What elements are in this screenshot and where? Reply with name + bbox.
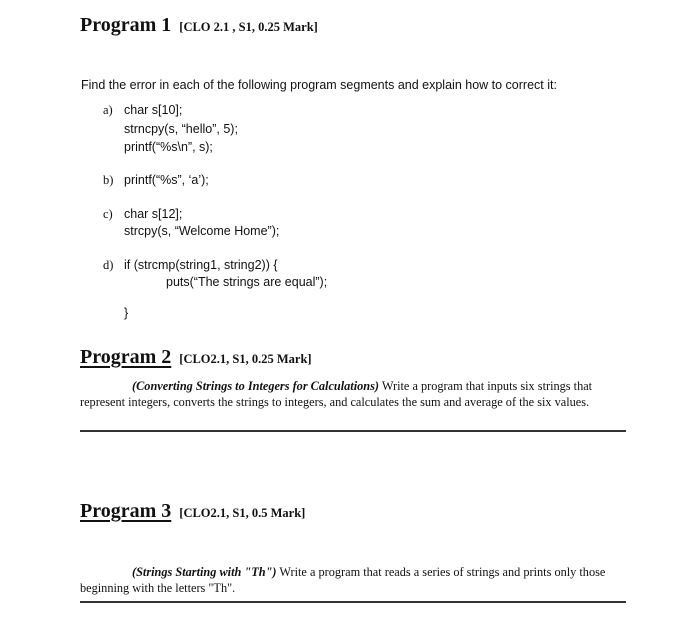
item-a-line-1: char s[10]; bbox=[124, 103, 183, 117]
program2-text: Write a program that inputs six strings that represent integers, converts the strings to integers, and calculates the sum and average of the six values. bbox=[80, 379, 593, 409]
program2-heading bbox=[80, 346, 312, 369]
item-a-line-2: strncpy(s, “hello”, 5); bbox=[124, 122, 238, 136]
program1-meta: [CLO 2.1 , S1, 0.25 Mark] bbox=[179, 20, 318, 34]
program2-description bbox=[80, 378, 625, 410]
item-d-line-1: if (strcmp(string1, string2)) { bbox=[124, 258, 278, 272]
item-d-line-3: } bbox=[124, 306, 129, 320]
item-d-label: d) bbox=[103, 258, 114, 272]
program3-description bbox=[80, 564, 625, 596]
program2-title: Program 2 bbox=[80, 346, 172, 368]
program3-text: Write a program that reads a series of strings and prints only those beginning with the letters "Th". bbox=[80, 565, 606, 595]
program1-title: Program 1 bbox=[80, 14, 172, 36]
item-c-line-1: char s[12]; bbox=[124, 207, 183, 221]
item-d-line-2: puts(“The strings are equal”); bbox=[166, 275, 328, 289]
program2-topic: (Converting Strings to Integers for Calculations) bbox=[132, 379, 380, 393]
item-c-label: c) bbox=[103, 207, 113, 221]
program2-meta: [CLO2.1, S1, 0.25 Mark] bbox=[179, 352, 312, 366]
program2-divider bbox=[80, 430, 626, 432]
program3-title: Program 3 bbox=[80, 500, 172, 522]
program3-divider bbox=[80, 601, 626, 603]
program1-heading bbox=[80, 14, 318, 37]
item-b-label: b) bbox=[103, 173, 114, 187]
item-b-line-1: printf(“%s”, ‘a’); bbox=[124, 173, 209, 187]
item-c-line-2: strcpy(s, “Welcome Home”); bbox=[124, 224, 280, 238]
item-a-label: a) bbox=[103, 103, 113, 117]
item-a-line-3: printf(“%s\n”, s); bbox=[124, 140, 213, 154]
program3-heading bbox=[80, 500, 305, 523]
program1-instruction: Find the error in each of the following program segments and explain how to correct it: bbox=[81, 78, 557, 92]
program3-meta: [CLO2.1, S1, 0.5 Mark] bbox=[179, 506, 306, 520]
program3-topic: (Strings Starting with "Th") bbox=[132, 565, 277, 579]
